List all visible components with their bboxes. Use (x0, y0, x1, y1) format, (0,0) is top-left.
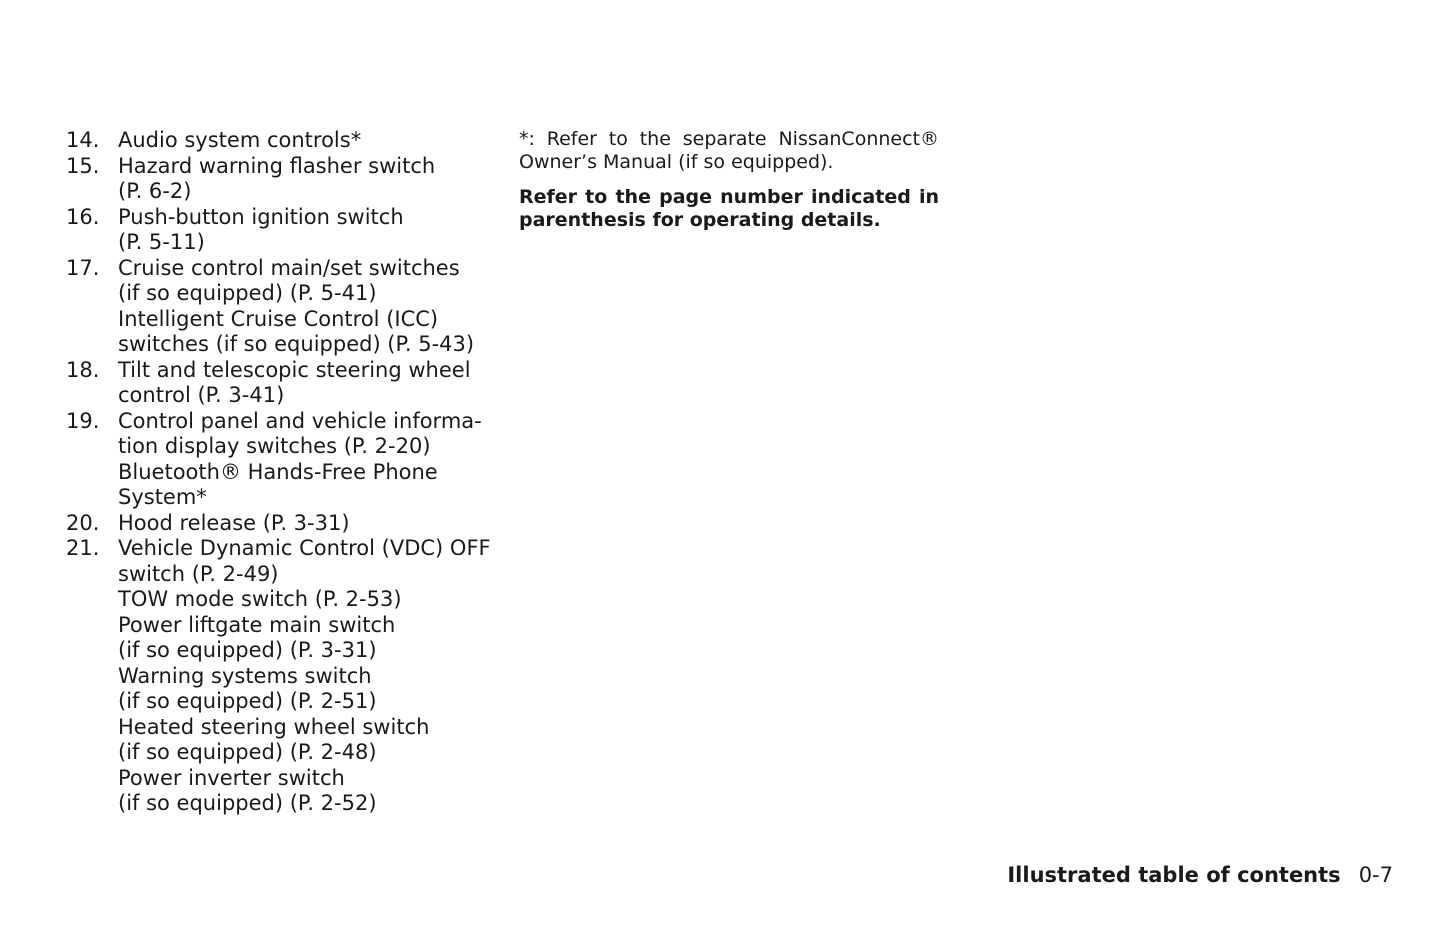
item-text: Push-button ignition switch (118, 204, 404, 229)
list-item (66, 536, 496, 817)
item-number: 20. (66, 510, 100, 535)
footnote-line: Owner’s Manual (if so equipped). (519, 151, 834, 173)
item-list (66, 128, 496, 817)
footnote-line: *: Refer to the separate NissanConnect® (519, 128, 939, 150)
item-text: switches (if so equipped) (P. 5-43) (118, 332, 475, 356)
item-text: control (P. 3-41) (118, 383, 285, 407)
item-number: 14. (66, 128, 100, 152)
item-text: Cruise control main/set switches (118, 255, 460, 280)
item-text: TOW mode switch (P. 2-53) (118, 587, 402, 611)
page-number: 0-7 (1358, 863, 1393, 887)
item-text: Bluetooth® Hands-Free Phone (118, 459, 438, 484)
item-text: Power inverter switch (118, 765, 345, 790)
section-title: Illustrated table of contents (1007, 863, 1341, 887)
item-text: Warning systems switch (118, 663, 372, 688)
page-footer (1007, 860, 1393, 890)
item-text: Hazard warning flasher switch (118, 153, 436, 178)
page-reference-line: parenthesis for operating details. (519, 209, 881, 231)
item-number: 19. (66, 408, 100, 433)
page-reference-line: Refer to the page number indicated in (519, 186, 939, 208)
list-item (66, 358, 496, 409)
item-number: 17. (66, 255, 100, 280)
item-text: Audio system controls* (118, 128, 362, 152)
item-text: (if so equipped) (P. 2-51) (118, 689, 377, 713)
item-text: (P. 5-11) (118, 230, 205, 254)
item-text: Power liftgate main switch (118, 612, 396, 637)
list-item (66, 409, 496, 511)
item-text: (if so equipped) (P. 2-52) (118, 791, 377, 815)
item-text: switch (P. 2-49) (118, 561, 279, 586)
item-text: Control panel and vehicle informa- (118, 408, 482, 433)
item-text: System* (118, 485, 207, 509)
footnote (519, 128, 939, 174)
list-item (66, 256, 496, 358)
item-text: tion display switches (P. 2-20) (118, 434, 431, 458)
item-text: Heated steering wheel switch (118, 714, 430, 739)
page-reference-note (519, 186, 939, 232)
item-number: 21. (66, 536, 100, 560)
notes-column (519, 128, 939, 232)
list-item (66, 205, 496, 256)
item-number: 16. (66, 204, 100, 229)
list-item (66, 511, 496, 537)
item-text: (if so equipped) (P. 5-41) (118, 281, 377, 305)
item-number: 18. (66, 357, 100, 382)
item-text: Vehicle Dynamic Control (VDC) OFF (118, 536, 491, 560)
list-item (66, 154, 496, 205)
item-text: Hood release (P. 3-31) (118, 510, 350, 535)
list-item (66, 128, 496, 154)
item-text: (if so equipped) (P. 2-48) (118, 740, 377, 764)
item-text: Tilt and telescopic steering wheel (118, 357, 471, 382)
item-text: Intelligent Cruise Control (ICC) (118, 306, 439, 331)
item-number: 15. (66, 153, 100, 178)
item-text: (if so equipped) (P. 3-31) (118, 638, 377, 662)
item-text: (P. 6-2) (118, 179, 192, 203)
